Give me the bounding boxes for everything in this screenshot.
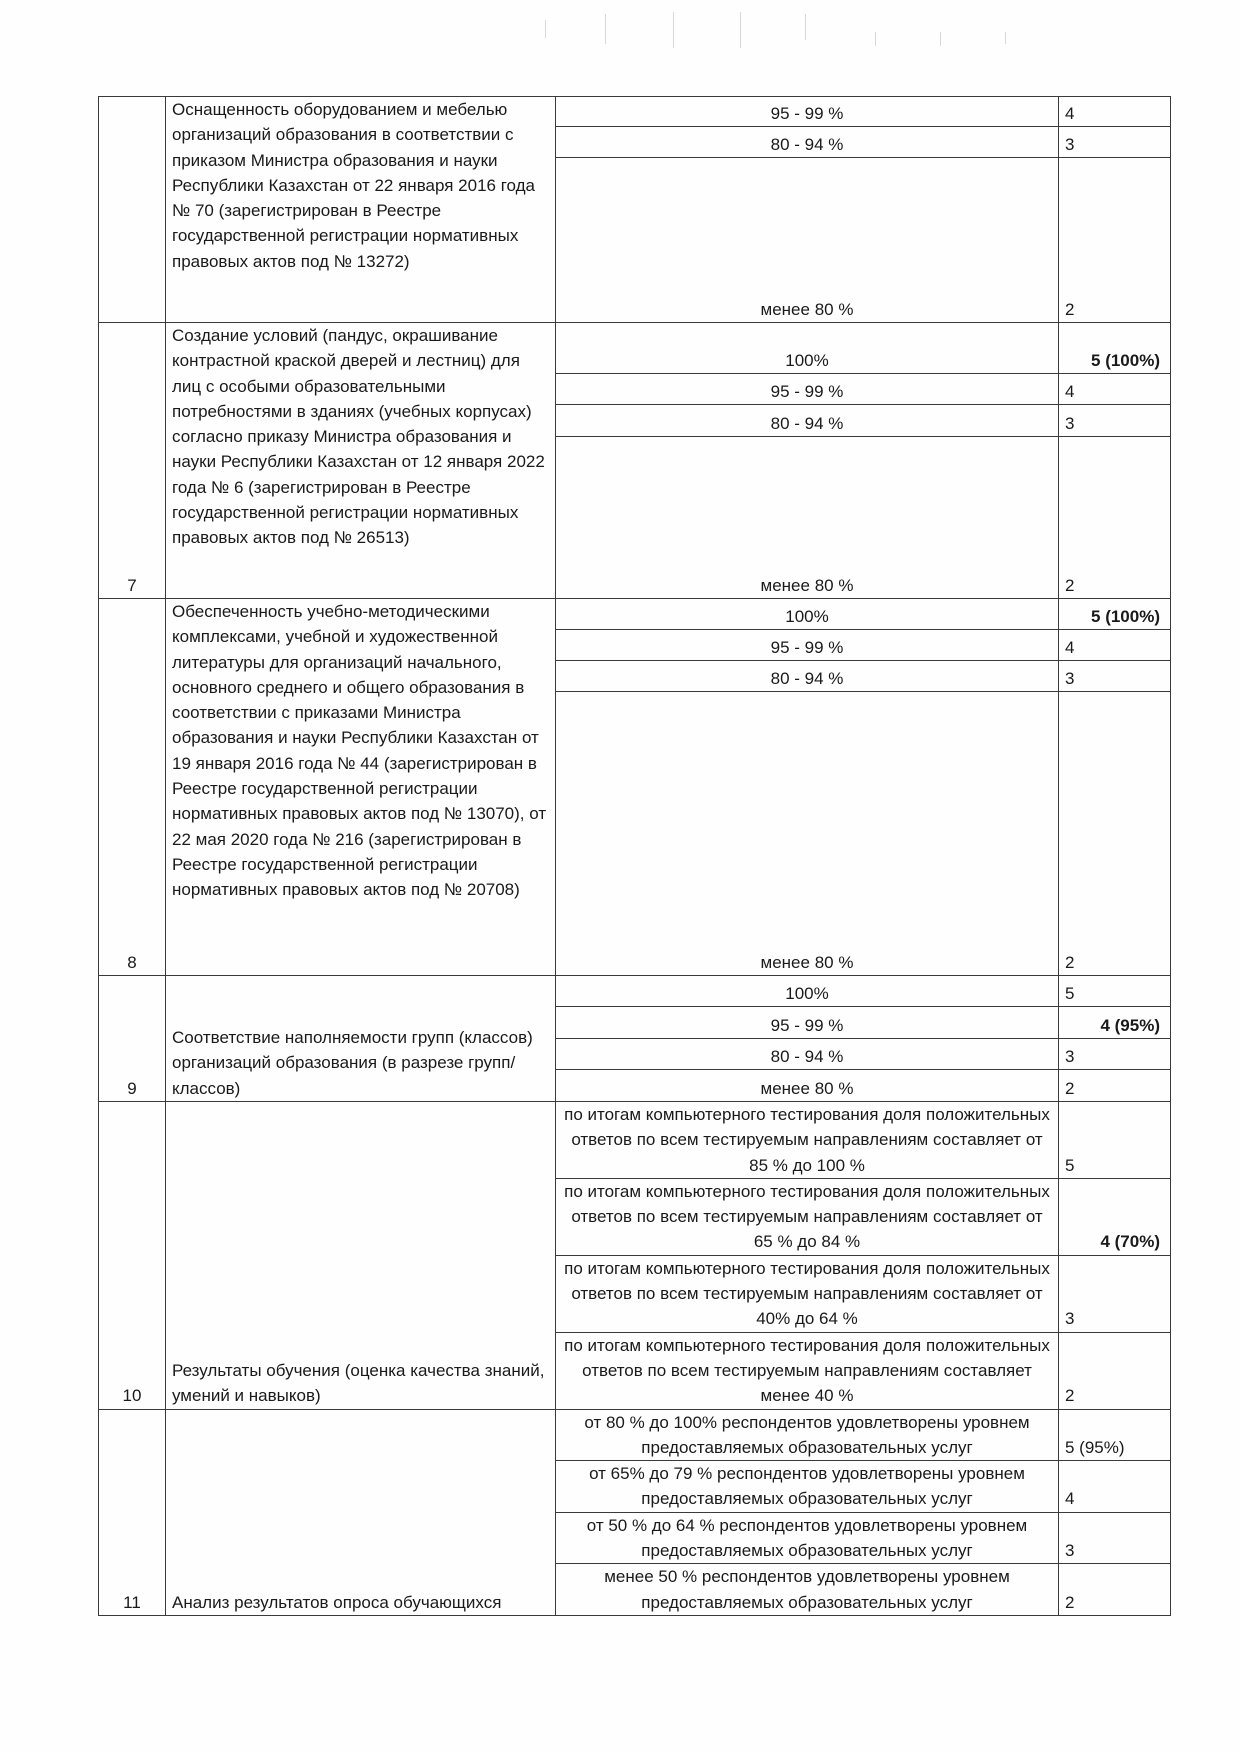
table-row bbox=[99, 97, 1171, 127]
level-score-selected: 5 (100%) bbox=[1059, 599, 1171, 630]
table-row bbox=[99, 1409, 1171, 1461]
level-score: 3 bbox=[1059, 1255, 1171, 1332]
level-range: 95 - 99 % bbox=[556, 97, 1059, 127]
level-range: от 50 % до 64 % респондентов удовлетворены уровнем предоставляемых образовательных услуг bbox=[556, 1512, 1059, 1564]
level-range: по итогам компьютерного тестирования доля положительных ответов по всем тестируемым направлениям составляет от 85 % до 100 % bbox=[556, 1102, 1059, 1179]
table-row bbox=[99, 599, 1171, 630]
level-score: 3 bbox=[1059, 661, 1171, 692]
level-score: 5 bbox=[1059, 1102, 1171, 1179]
level-range: менее 80 % bbox=[556, 437, 1059, 599]
criterion-number bbox=[99, 97, 166, 323]
level-range: от 80 % до 100% респондентов удовлетворены уровнем предоставляемых образовательных услуг bbox=[556, 1409, 1059, 1461]
level-score: 4 bbox=[1059, 1461, 1171, 1513]
level-range: 80 - 94 % bbox=[556, 405, 1059, 437]
level-score: 2 bbox=[1059, 158, 1171, 323]
level-score: 3 bbox=[1059, 1039, 1171, 1070]
level-score: 4 bbox=[1059, 97, 1171, 127]
level-range: менее 80 % bbox=[556, 692, 1059, 976]
criterion-name: Оснащенность оборудованием и мебелью организаций образования в соответствии с приказом Министра образования и науки Республики Казахстан от 22 января 2016 года № 70 (зарегистрирован в Реестре государственной регистрации нормативных правовых актов под № 13272) bbox=[166, 97, 556, 323]
table-row bbox=[99, 976, 1171, 1007]
level-range: менее 80 % bbox=[556, 158, 1059, 323]
level-score-selected: 4 (95%) bbox=[1059, 1007, 1171, 1039]
level-score-selected: 4 (70%) bbox=[1059, 1178, 1171, 1255]
scan-artifacts bbox=[545, 10, 985, 50]
level-range: 95 - 99 % bbox=[556, 1007, 1059, 1039]
level-range: по итогам компьютерного тестирования доля положительных ответов по всем тестируемым направлениям составляет от 65 % до 84 % bbox=[556, 1178, 1059, 1255]
table-row bbox=[99, 1102, 1171, 1179]
criterion-number: 7 bbox=[99, 323, 166, 599]
criterion-name: Соответствие наполняемости групп (классов) организаций образования (в разрезе групп/классов) bbox=[166, 976, 556, 1102]
level-score: 2 bbox=[1059, 692, 1171, 976]
criterion-number: 11 bbox=[99, 1409, 166, 1615]
level-range: 80 - 94 % bbox=[556, 127, 1059, 158]
level-range: 100% bbox=[556, 323, 1059, 374]
criterion-number: 10 bbox=[99, 1102, 166, 1410]
criteria-table bbox=[98, 96, 1171, 1616]
level-score: 2 bbox=[1059, 1564, 1171, 1616]
level-score: 3 bbox=[1059, 1512, 1171, 1564]
level-range: по итогам компьютерного тестирования доля положительных ответов по всем тестируемым направлениям составляет менее 40 % bbox=[556, 1332, 1059, 1409]
level-range: от 65% до 79 % респондентов удовлетворены уровнем предоставляемых образовательных услуг bbox=[556, 1461, 1059, 1513]
level-range: 80 - 94 % bbox=[556, 661, 1059, 692]
level-score: 2 bbox=[1059, 437, 1171, 599]
level-range: менее 80 % bbox=[556, 1070, 1059, 1102]
criterion-name: Обеспеченность учебно-методическими комплексами, учебной и художественной литературы для организаций начального, основного среднего и общего образования в соответствии с приказами Министра образования и науки Республики Казахстан от 19 января 2016 года № 44 (зарегистрирован в Реестре государственной регистрации нормативных правовых актов под № 13070), от 22 мая 2020 года № 216 (зарегистрирован в Реестре государственной регистрации нормативных правовых актов под № 20708) bbox=[166, 599, 556, 976]
level-range: 95 - 99 % bbox=[556, 630, 1059, 661]
criterion-number: 8 bbox=[99, 599, 166, 976]
criterion-name: Результаты обучения (оценка качества знаний, умений и навыков) bbox=[166, 1102, 556, 1410]
table-row bbox=[99, 323, 1171, 374]
level-score-selected: 5 (100%) bbox=[1059, 323, 1171, 374]
level-range: 100% bbox=[556, 599, 1059, 630]
criterion-name: Анализ результатов опроса обучающихся bbox=[166, 1409, 556, 1615]
level-score: 3 bbox=[1059, 127, 1171, 158]
level-range: по итогам компьютерного тестирования доля положительных ответов по всем тестируемым направлениям составляет от 40% до 64 % bbox=[556, 1255, 1059, 1332]
level-score: 2 bbox=[1059, 1332, 1171, 1409]
level-range: 95 - 99 % bbox=[556, 374, 1059, 405]
level-score: 2 bbox=[1059, 1070, 1171, 1102]
level-range: 100% bbox=[556, 976, 1059, 1007]
criterion-number: 9 bbox=[99, 976, 166, 1102]
criterion-name: Создание условий (пандус, окрашивание контрастной краской дверей и лестниц) для лиц с особыми образовательными потребностями в зданиях (учебных корпусах) согласно приказу Министра образования и науки Республики Казахстан от 12 января 2022 года № 6 (зарегистрирован в Реестре государственной регистрации нормативных правовых актов под № 26513) bbox=[166, 323, 556, 599]
level-score: 4 bbox=[1059, 630, 1171, 661]
level-range: менее 50 % респондентов удовлетворены уровнем предоставляемых образовательных услуг bbox=[556, 1564, 1059, 1616]
level-score: 5 bbox=[1059, 976, 1171, 1007]
level-score: 3 bbox=[1059, 405, 1171, 437]
level-range: 80 - 94 % bbox=[556, 1039, 1059, 1070]
level-score: 5 (95%) bbox=[1059, 1409, 1171, 1461]
level-score: 4 bbox=[1059, 374, 1171, 405]
